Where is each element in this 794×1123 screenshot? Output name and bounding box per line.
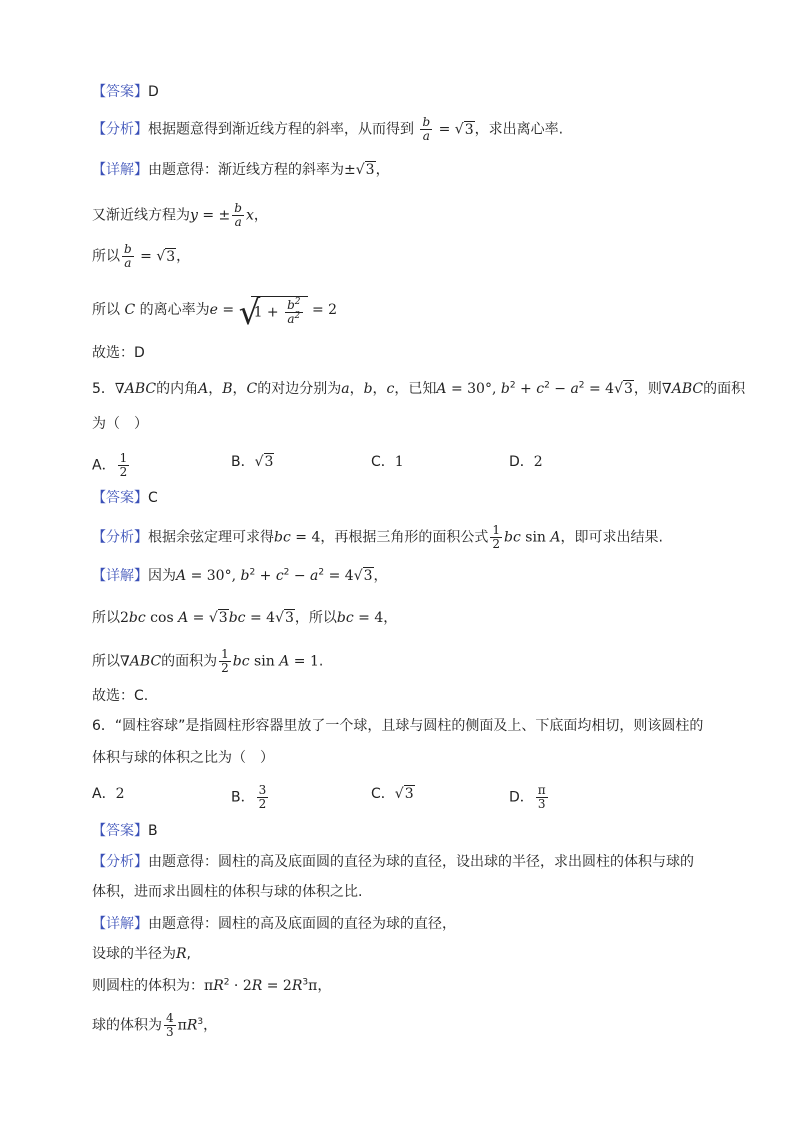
- math-sqrt: √ 1 + $\frac{b^2}{a^2}$: [239, 294, 308, 326]
- q4-detail-line2: 又渐近线方程为y = ± $\frac{b}{a}$ x，: [92, 201, 268, 229]
- detail-tag: 【详解】: [92, 162, 148, 178]
- math-fraction: $\frac{b}{a}$: [422, 115, 431, 143]
- q6-analysis-line2: 体积，进而求出圆柱的体积与球的体积之比.: [92, 884, 363, 900]
- q6-detail-line3: 则圆柱的体积为：$\pi R^2 \cdot 2R = 2R^3\pi$，: [92, 977, 332, 994]
- q5-option-b[interactable]: B．√3: [231, 454, 274, 470]
- analysis-tag: 【分析】: [92, 121, 148, 138]
- q6-detail-line2: 设球的半径为R,: [92, 946, 191, 962]
- detail-tag: 【详解】: [92, 568, 148, 584]
- analysis-tag: 【分析】: [92, 529, 148, 546]
- math-sqrt: √3: [355, 162, 375, 178]
- q6-stem-line1: 6．“圆柱容球”是指圆柱形容器里放了一个球，且球与圆柱的侧面及上、下底面均相切，则该圆柱的: [92, 718, 704, 734]
- q4-conclusion: 故选：D: [92, 345, 145, 361]
- math-sqrt: √3: [156, 248, 176, 265]
- q5-analysis: 【分析】根据余弦定理可求得bc = 4，再根据三角形的面积公式 $\frac{1}{2}$ bc sin A，即可求出结果.: [92, 523, 663, 551]
- math-fraction: $\frac{b}{a}$: [234, 201, 242, 229]
- detail-tag: 【详解】: [92, 916, 148, 932]
- q5-option-d[interactable]: D．2: [509, 454, 543, 470]
- answer-tag: 【答案】: [92, 490, 148, 506]
- q5-stem-line2: 为（ ）: [92, 416, 148, 432]
- analysis-tag: 【分析】: [92, 854, 148, 870]
- q5-detail-line3: 所以∇ABC的面积为 $\frac{1}{2}$ bc sin A = 1.: [92, 647, 324, 675]
- q4-answer: 【答案】D: [92, 84, 159, 100]
- answer-tag: 【答案】: [92, 823, 148, 839]
- q6-detail-line4: 球的体积为 $\frac{4}{3}$ $\pi R^3$，: [92, 1011, 218, 1039]
- math-fraction: $\frac{b}{a}$: [124, 242, 132, 270]
- q5-option-a[interactable]: A． $\frac{1}{2}$: [92, 451, 128, 479]
- q5-detail-line2: 所以2bc cos A = √3bc = 4√3，所以bc = 4，: [92, 610, 398, 626]
- q4-analysis: 【分析】根据题意得到渐近线方程的斜率，从而得到 $\frac{b}{a}$ = √3，求出离心率.: [92, 115, 564, 143]
- math-sqrt: √3: [454, 121, 474, 138]
- q4-detail: 【详解】由题意得：渐近线方程的斜率为±√3，: [92, 162, 390, 178]
- q6-detail: 【详解】由题意得：圆柱的高及底面圆的直径为球的直径，: [92, 916, 456, 932]
- q6-option-b[interactable]: B． $\frac{3}{2}$: [231, 783, 267, 811]
- q5-stem: 5．∇ABC的内角A，B，C的对边分别为a，b，c，已知A = 30°, $b^2 + c^2 - a^2 = 4√3$，则∇ABC的面积: [92, 380, 746, 397]
- q6-answer: 【答案】B: [92, 823, 158, 839]
- q4-detail-line4: 所以 C 的离心率为e = √ 1 + $\frac{b^2}{a^2}$ = 2: [92, 293, 338, 333]
- q6-analysis-line1: 【分析】由题意得：圆柱的高及底面圆的直径为球的直径，设出球的半径，求出圆柱的体积与球的: [92, 854, 694, 870]
- q5-answer: 【答案】C: [92, 490, 158, 506]
- answer-tag: 【答案】: [92, 84, 148, 100]
- q6-stem-line2: 体积与球的体积之比为（ ）: [92, 750, 274, 766]
- q5-conclusion: 故选：C.: [92, 688, 149, 704]
- q6-option-c[interactable]: C．√3: [371, 786, 414, 802]
- q5-detail: 【详解】因为A = 30°, $b^2 + c^2 - a^2 = 4√3$，: [92, 567, 388, 584]
- q6-option-a[interactable]: A．2: [92, 786, 125, 802]
- q4-detail-line3: 所以 $\frac{b}{a}$ = √3，: [92, 242, 191, 270]
- q6-option-d[interactable]: D． $\frac{\pi}{3}$: [509, 783, 546, 811]
- q5-option-c[interactable]: C．1: [371, 454, 404, 470]
